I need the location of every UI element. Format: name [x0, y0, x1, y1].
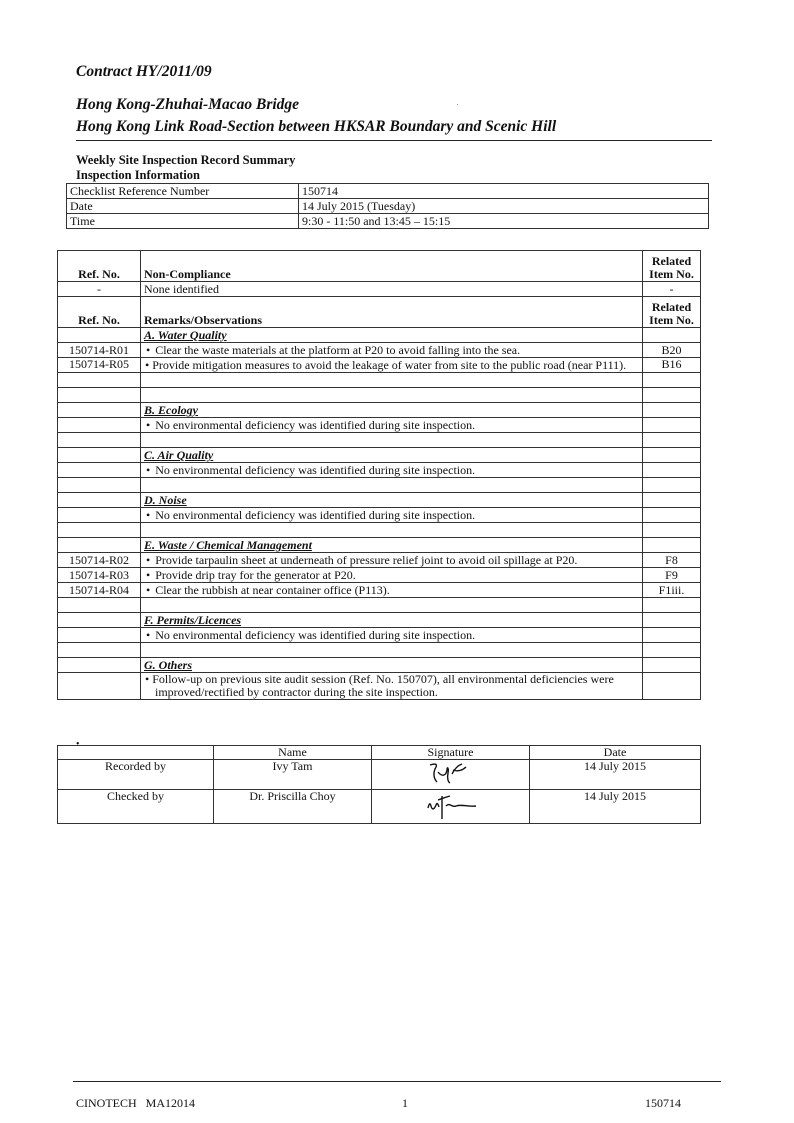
remark-cell: • No environmental deficiency was identified during site inspection.	[141, 508, 643, 523]
name-cell: Ivy Tam	[214, 760, 372, 790]
section-title: D. Noise	[141, 493, 643, 508]
item-cell: F9	[643, 568, 701, 583]
info-row	[67, 214, 709, 229]
date-cell: 14 July 2015	[530, 760, 701, 790]
col-header-date: Date	[530, 746, 701, 760]
section-title: G. Others	[141, 658, 643, 673]
spacer-row	[58, 478, 701, 493]
observations-table	[57, 250, 701, 700]
info-value: 9:30 - 11:50 and 13:45 – 15:15	[299, 214, 709, 229]
bullet-icon: •	[145, 672, 153, 686]
remark-cell: • Follow-up on previous site audit session (Ref. No. 150707), all environmental deficiencies were improved/rectified by contractor during the site inspection.	[141, 673, 643, 700]
footer-company: CINOTECH MA12014	[76, 1096, 195, 1110]
col-header-related-item: Related Item No.	[643, 251, 701, 282]
signature-image	[416, 790, 486, 820]
remark-cell: • No environmental deficiency was identified during site inspection.	[141, 463, 643, 478]
info-label: Date	[67, 199, 299, 214]
page-number: 1	[402, 1096, 408, 1110]
signoff-row	[58, 790, 701, 824]
remark-cell: • Provide mitigation measures to avoid the leakage of water from site to the public road (near P111).	[141, 358, 643, 373]
remark-cell: • No environmental deficiency was identified during site inspection.	[141, 418, 643, 433]
col-header-ref: Ref. No.	[58, 251, 141, 282]
col-header-name: Name	[214, 746, 372, 760]
spacer-row	[58, 643, 701, 658]
ref-cell: 150714-R02	[58, 553, 141, 568]
section-title: B. Ecology	[141, 403, 643, 418]
table-row	[58, 673, 701, 700]
col-header-noncompliance: Non-Compliance	[141, 251, 643, 282]
remark-cell: • Clear the waste materials at the platform at P20 to avoid falling into the sea.	[141, 343, 643, 358]
section-title-row	[58, 658, 701, 673]
item-cell: -	[643, 282, 701, 297]
item-cell: F1iii.	[643, 583, 701, 598]
info-row	[67, 184, 709, 199]
section-title-row	[58, 613, 701, 628]
noncompliance-header-row	[58, 251, 701, 282]
table-row	[58, 508, 701, 523]
col-header-signature: Signature	[372, 746, 530, 760]
section-title: C. Air Quality	[141, 448, 643, 463]
info-value: 14 July 2015 (Tuesday)	[299, 199, 709, 214]
role-cell: Checked by	[58, 790, 214, 824]
footer-divider	[73, 1081, 721, 1082]
section-title: E. Waste / Chemical Management	[141, 538, 643, 553]
signature-cell	[372, 790, 530, 824]
info-value: 150714	[299, 184, 709, 199]
section-title-row	[58, 448, 701, 463]
footer-reference: 150714	[645, 1096, 681, 1110]
item-cell	[643, 463, 701, 478]
scan-speck	[457, 104, 458, 105]
info-label: Time	[67, 214, 299, 229]
col-header-related-item: Related Item No.	[643, 297, 701, 328]
table-row	[58, 628, 701, 643]
section-title-row	[58, 493, 701, 508]
item-cell	[643, 418, 701, 433]
item-cell	[643, 508, 701, 523]
project-title-line2: Hong Kong Link Road-Section between HKSAR Boundary and Scenic Hill	[76, 118, 557, 135]
remark-cell: • Provide drip tray for the generator at P20.	[141, 568, 643, 583]
ref-cell: -	[58, 282, 141, 297]
col-header-ref: Ref. No.	[58, 297, 141, 328]
scan-dot: •	[76, 739, 80, 750]
section-title-row	[58, 403, 701, 418]
signoff-row	[58, 760, 701, 790]
section-title: F. Permits/Licences	[141, 613, 643, 628]
ref-cell	[58, 673, 141, 700]
spacer-row	[58, 598, 701, 613]
table-row	[58, 343, 701, 358]
date-cell: 14 July 2015	[530, 790, 701, 824]
desc-cell: None identified	[141, 282, 643, 297]
project-title-line1: Hong Kong-Zhuhai-Macao Bridge	[76, 96, 300, 113]
table-row	[58, 553, 701, 568]
summary-title: Weekly Site Inspection Record Summary	[76, 153, 296, 167]
spacer-row	[58, 523, 701, 538]
spacer-row	[58, 433, 701, 448]
table-row	[58, 568, 701, 583]
item-cell	[643, 673, 701, 700]
ref-cell: 150714-R05	[58, 358, 141, 373]
inspection-info-table	[66, 183, 709, 229]
remarks-header-row	[58, 297, 701, 328]
col-header-remarks: Remarks/Observations	[141, 297, 643, 328]
info-row	[67, 199, 709, 214]
section-title-row	[58, 538, 701, 553]
header-divider	[76, 140, 712, 141]
item-cell: B16	[643, 358, 701, 373]
info-title: Inspection Information	[76, 168, 200, 182]
item-cell: F8	[643, 553, 701, 568]
table-row	[58, 583, 701, 598]
section-title-row	[58, 328, 701, 343]
section-title: A. Water Quality	[141, 328, 643, 343]
table-row	[58, 358, 701, 373]
contract-number: Contract HY/2011/09	[76, 63, 212, 80]
table-row	[58, 282, 701, 297]
name-cell: Dr. Priscilla Choy	[214, 790, 372, 824]
spacer-row	[58, 373, 701, 388]
info-label: Checklist Reference Number	[67, 184, 299, 199]
ref-cell: 150714-R03	[58, 568, 141, 583]
spacer-row	[58, 388, 701, 403]
remark-cell: • Provide tarpaulin sheet at underneath of pressure relief joint to avoid oil spillage at P20.	[141, 553, 643, 568]
remark-cell: • Clear the rubbish at near container office (P113).	[141, 583, 643, 598]
bullet-icon: •	[145, 358, 153, 372]
remark-cell: • No environmental deficiency was identified during site inspection.	[141, 628, 643, 643]
item-cell: B20	[643, 343, 701, 358]
signoff-header-row	[58, 746, 701, 760]
role-cell: Recorded by	[58, 760, 214, 790]
table-row	[58, 463, 701, 478]
ref-cell: 150714-R01	[58, 343, 141, 358]
ref-cell	[58, 508, 141, 523]
signature-image	[416, 760, 486, 786]
signature-cell	[372, 760, 530, 790]
item-cell	[643, 628, 701, 643]
table-row	[58, 418, 701, 433]
signoff-table	[57, 745, 701, 824]
ref-cell	[58, 418, 141, 433]
ref-cell	[58, 628, 141, 643]
ref-cell: 150714-R04	[58, 583, 141, 598]
ref-cell	[58, 463, 141, 478]
